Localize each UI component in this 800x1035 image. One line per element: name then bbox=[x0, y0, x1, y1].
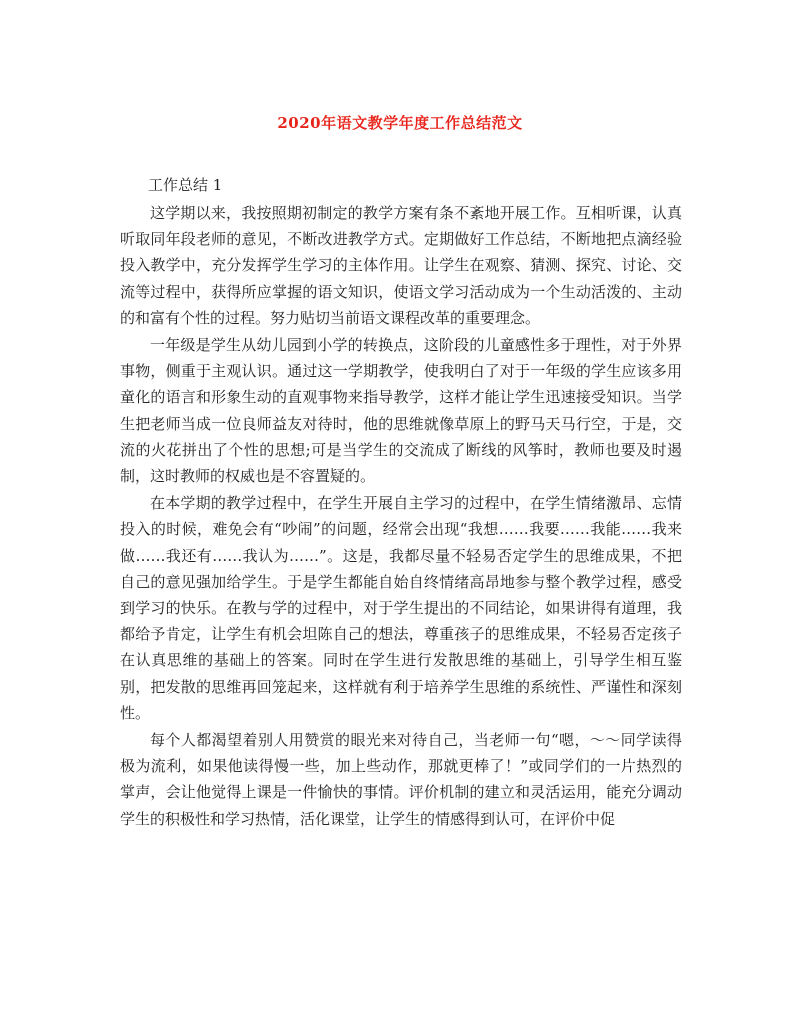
paragraph-1: 这学期以来，我按照期初制定的教学方案有条不紊地开展工作。互相听课，认真听取同年段老师的意见，不断改进教学方式。定期做好工作总结，不断地把点滴经验投入教学中，充分发挥学生学习的主体作用。让学生在观察、猜测、探究、讨论、交流等过程中，获得所应掌握的语文知识，使语文学习活动成为一个生动活泼的、主动的和富有个性的过程。努力贴切当前语文课程改革的重要理念。 bbox=[120, 204, 682, 327]
document-body bbox=[120, 200, 682, 832]
paragraph-4: 每个人都渴望着别人用赞赏的眼光来对待自己，当老师一句“嗯，～～同学读得极为流利，如果他读得慢一些，加上些动作，那就更棒了！”或同学们的一片热烈的掌声，会让他觉得上课是一件愉快的事情。评价机制的建立和灵活运用，能充分调动学生的积极性和学习热情，活化课堂，让学生的情感得到认可，在评价中促 bbox=[120, 731, 682, 828]
document-title: 2020年语文教学年度工作总结范文 bbox=[277, 114, 523, 132]
section-heading: 工作总结 1 bbox=[148, 176, 223, 194]
paragraph-3: 在本学期的教学过程中，在学生开展自主学习的过程中，在学生情绪激昂、忘情投入的时候，难免会有“吵闹”的问题，经常会出现“我想……我要……我能……我来做……我还有……我认为……”。这是，我都尽量不轻易否定学生的思维成果，不把自己的意见强加给学生。于是学生都能自始自终情绪高昂地参与整个教学过程，感受到学习的快乐。在教与学的过程中，对于学生提出的不同结论，如果讲得有道理，我都给予肯定，让学生有机会坦陈自己的想法，尊重孩子的思维成果，不轻易否定孩子在认真思维的基础上的答案。同时在学生进行发散思维的基础上，引导学生相互鉴别，把发散的思维再回笼起来，这样就有利于培养学生思维的系统性、严谨性和深刻性。 bbox=[120, 494, 682, 722]
paragraph-2: 一年级是学生从幼儿园到小学的转换点，这阶段的儿童感性多于理性，对于外界事物，侧重于主观认识。通过这一学期教学，使我明白了对于一年级的学生应该多用童化的语言和形象生动的直观事物来指导教学，这样才能让学生迅速接受知识。当学生把老师当成一位良师益友对待时，他的思维就像草原上的野马天马行空，于是，交流的火花拼出了个性的思想;可是当学生的交流成了断线的风筝时，教师也要及时遏制，这时教师的权威也是不容置疑的。 bbox=[120, 336, 682, 486]
